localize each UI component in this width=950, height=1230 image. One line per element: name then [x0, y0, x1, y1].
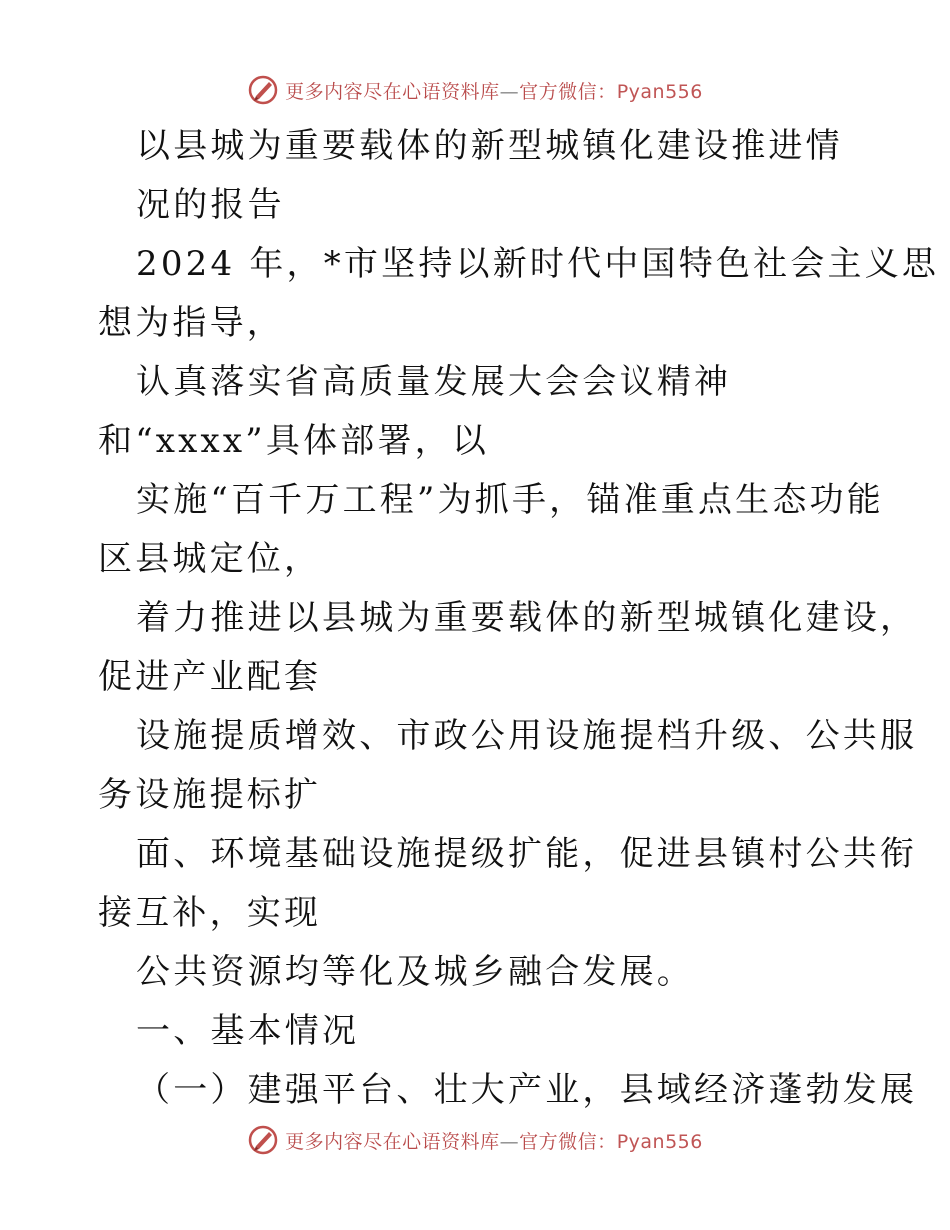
paragraph-line: 和“xxxx”具体部署，以: [98, 421, 490, 461]
title-line-1: 以县城为重要载体的新型城镇化建设推进情: [136, 126, 843, 166]
paragraph-line: 务设施提标扩: [98, 775, 322, 815]
subsection-heading: （一）建强平台、壮大产业，县域经济蓬勃发展: [136, 1070, 918, 1110]
paragraph-line: 着力推进以县城为重要载体的新型城镇化建设，: [136, 598, 918, 638]
paragraph-line: 设施提质增效、市政公用设施提档升级、公共服: [136, 716, 918, 756]
paragraph-line: 接互补，实现: [98, 893, 322, 933]
brand-logo-icon: [247, 1124, 279, 1156]
paragraph-line: 面、环境基础设施提级扩能，促进县镇村公共衔: [136, 834, 918, 874]
section-heading: 一、基本情况: [136, 1011, 360, 1051]
brand-logo-icon: [247, 74, 279, 106]
paragraph-line: 区县城定位，: [98, 539, 322, 579]
watermark-text: 更多内容尽在心语资料库—官方微信：Pyan556: [285, 80, 703, 103]
paragraph-line: 认真落实省高质量发展大会会议精神: [136, 362, 732, 402]
title-line-2: 况的报告: [136, 185, 285, 225]
paragraph-line: 公共资源均等化及城乡融合发展。: [136, 952, 694, 992]
watermark-text: 更多内容尽在心语资料库—官方微信：Pyan556: [285, 1130, 703, 1153]
watermark-banner-bottom: [0, 1120, 950, 1160]
paragraph-line: 促进产业配套: [98, 657, 322, 697]
paragraph-line: 2024 年，*市坚持以新时代中国特色社会主义思: [136, 244, 940, 284]
paragraph-line: 实施“百千万工程”为抓手，锚准重点生态功能: [136, 480, 884, 520]
watermark-banner-top: [0, 70, 950, 110]
paragraph-line: 想为指导，: [98, 303, 284, 343]
